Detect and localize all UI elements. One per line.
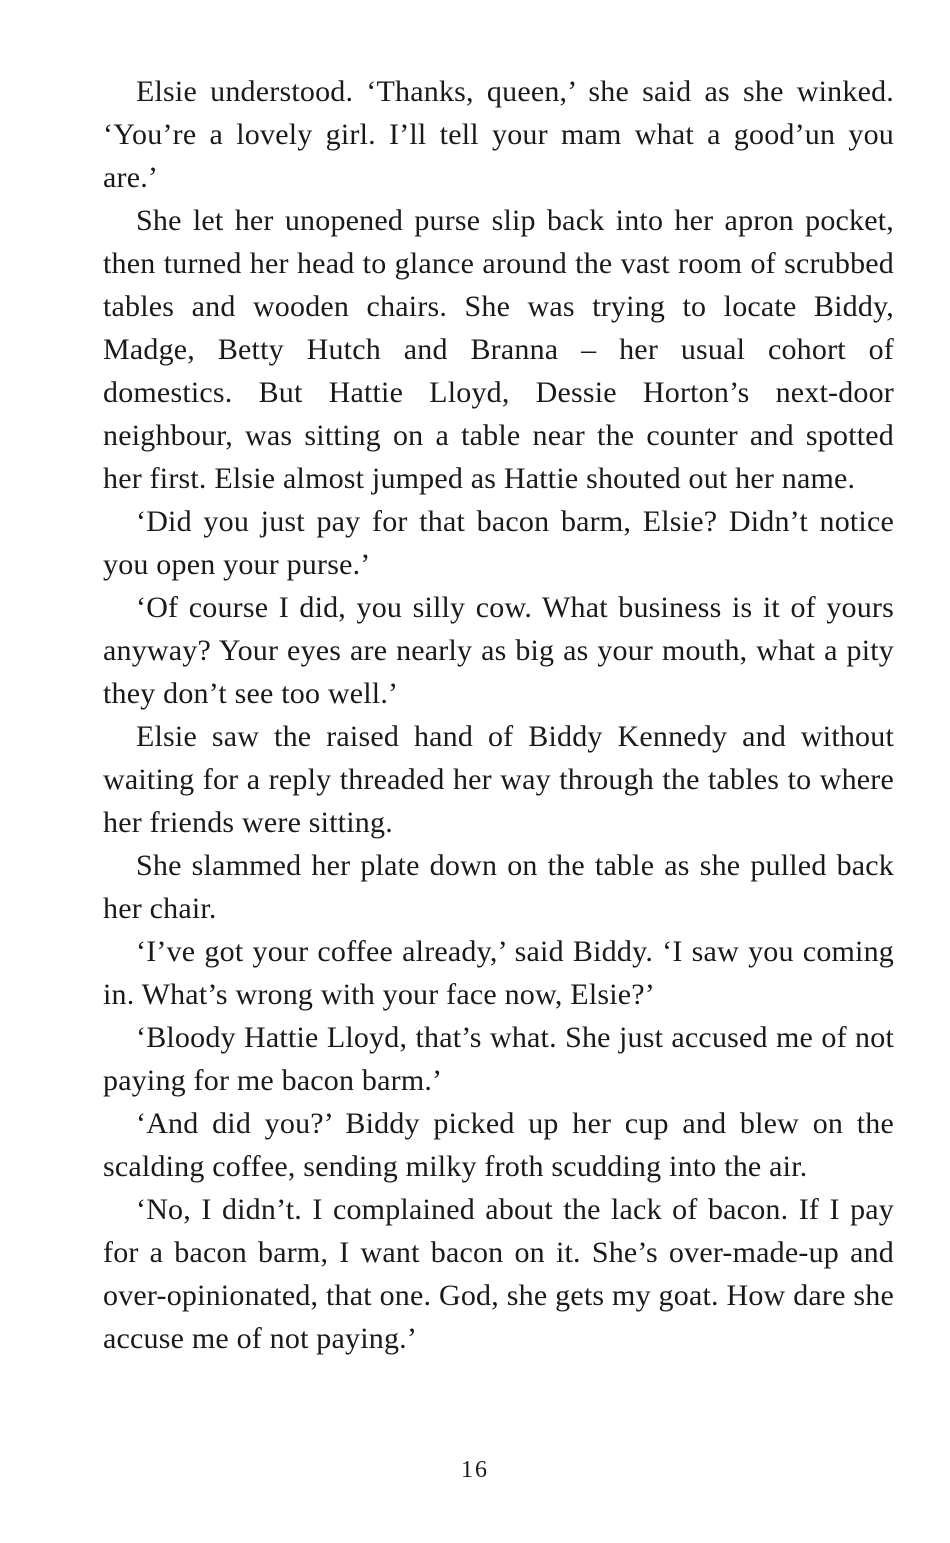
paragraph: She slammed her plate down on the table as she pulled back her chair. [103, 849, 894, 925]
paragraph: ‘No, I didn’t. I complained about the lack of bacon. If I pay for a bacon barm, I want bacon on it. She’s over-made-up and over-opinionated, that one. God, she gets my goat. How dare she accuse me of not paying.’ [103, 1193, 894, 1355]
paragraph: ‘I’ve got your coffee already,’ said Biddy. ‘I saw you coming in. What’s wrong with your face now, Elsie?’ [103, 935, 894, 1011]
paragraph: ‘Bloody Hattie Lloyd, that’s what. She just accused me of not paying for me bacon barm.’ [103, 1021, 894, 1097]
paragraph: She let her unopened purse slip back into her apron pocket, then turned her head to glance around the vast room of scrubbed tables and wooden chairs. She was trying to locate Biddy, Madge, Betty Hutch and Branna – her usual cohort of domestics. But Hattie Lloyd, Dessie Horton’s next-door neighbour, was sitting on a table near the counter and spotted her first. Elsie almost jumped as Hattie shouted out her name. [103, 204, 894, 495]
page-number: 16 [461, 1457, 489, 1483]
paragraph: ‘Did you just pay for that bacon barm, Elsie? Didn’t notice you open your purse.’ [103, 505, 894, 581]
paragraph: ‘Of course I did, you silly cow. What business is it of yours anyway? Your eyes are nearly as big as your mouth, what a pity they don’t see too well.’ [103, 591, 894, 710]
body-text [103, 70, 894, 1360]
paragraph: ‘And did you?’ Biddy picked up her cup and blew on the scalding coffee, sending milky froth scudding into the air. [103, 1107, 894, 1183]
paragraph: Elsie understood. ‘Thanks, queen,’ she said as she winked. ‘You’re a lovely girl. I’ll tell your mam what a good’un you are.’ [103, 75, 894, 194]
paragraph: Elsie saw the raised hand of Biddy Kennedy and without waiting for a reply threaded her way through the tables to where her friends were sitting. [103, 720, 894, 839]
